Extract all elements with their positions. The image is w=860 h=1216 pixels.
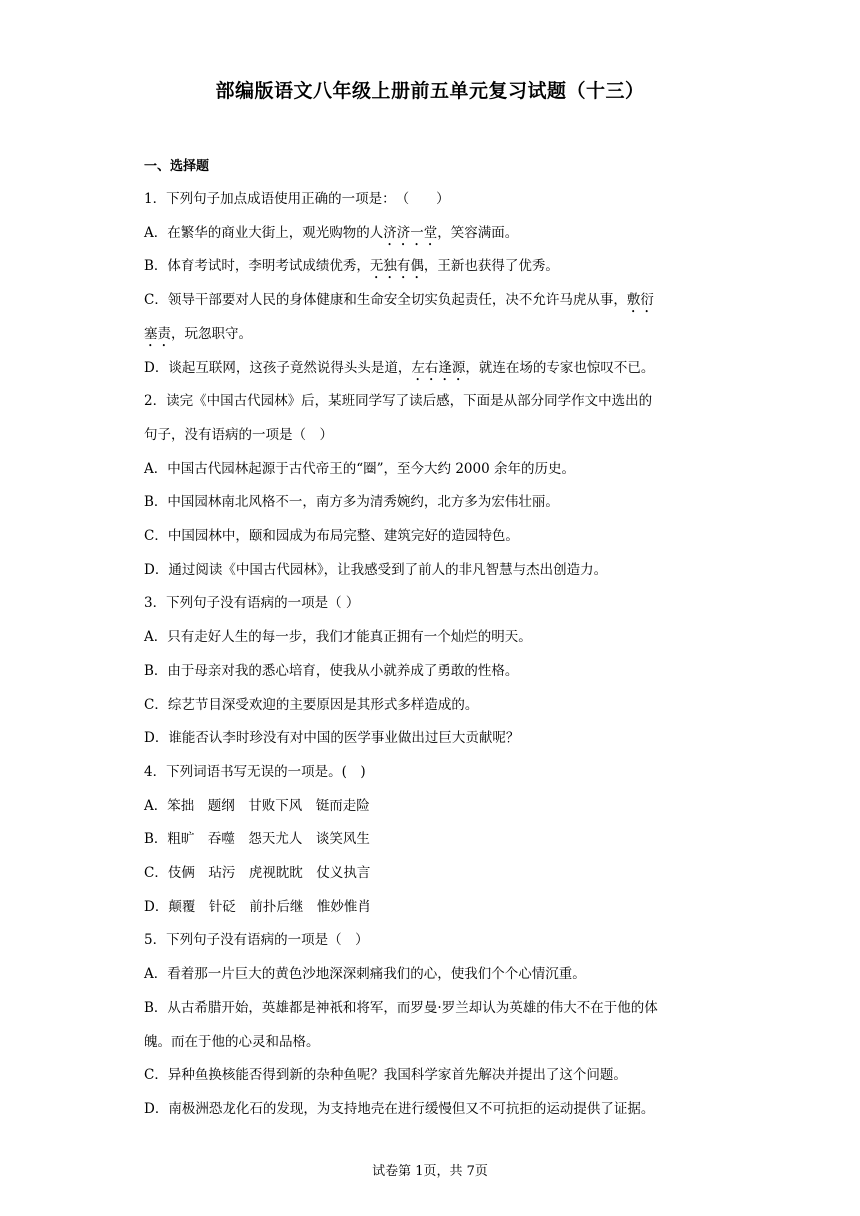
page-title: 部编版语文八年级上册前五单元复习试题（十三） [215, 80, 645, 102]
q2-option-a: A．中国古代园林起源于古代帝王的“圈”，至今大约 2000 余年的历史。 [144, 460, 575, 477]
q4-option-d: D．颠覆 针砭 前扑后继 惟妙惟肖 [144, 898, 371, 915]
dotted-idiom: 济济一堂 [383, 224, 438, 241]
q3-option-d: D．谁能否认李时珍没有对中国的医学事业做出过巨大贡献呢？ [144, 730, 520, 747]
dotted-idiom: 无独有偶 [369, 258, 424, 275]
q3-option-b: B．由于母亲对我的悉心培育，使我从小就养成了勇敢的性格。 [144, 662, 519, 679]
dotted-idiom: 左右逢源 [411, 359, 466, 376]
dotted-idiom: 塞责 [144, 325, 171, 342]
q2-option-b: B．中国园林南北风格不一，南方多为清秀婉约，北方多为宏伟壮丽。 [144, 494, 559, 511]
q1-option-c: C．领导干部要对人民的身体健康和生命安全切实负起责任，决不允许马虎从事，敷衍 [144, 292, 654, 309]
question-content [144, 156, 720, 1127]
q5-option-a: A．看着那一片巨大的黄色沙地深深刺痛我们的心，使我们个个心情沉重。 [144, 966, 586, 983]
q1-option-b: B．体育考试时，李明考试成绩优秀，无独有偶，王新也获得了优秀。 [144, 258, 559, 275]
q1-option-c-cont: 塞责，玩忽职守。 [144, 325, 252, 342]
q3-stem: 3．下列句子没有语病的一项是（ ） [144, 595, 360, 612]
q3-option-c: C．综艺节目深受欢迎的主要原因是其形式多样造成的。 [144, 696, 479, 713]
q5-stem: 5．下列句子没有语病的一项是（ ） [144, 932, 369, 949]
q5-option-d: D．南极洲恐龙化石的发现，为支持地壳在进行缓慢但又不可抗拒的运动提供了证据。 [144, 1100, 655, 1117]
q1-stem: 1．下列句子加点成语使用正确的一项是： （ ） [144, 191, 450, 207]
q1-option-a: A．在繁华的商业大街上，观光购物的人济济一堂，笑容满面。 [144, 224, 519, 241]
q3-option-a: A．只有走好人生的每一步，我们才能真正拥有一个灿烂的明天。 [144, 629, 532, 646]
dotted-idiom: 敷衍 [626, 292, 654, 309]
q2-option-d: D．通过阅读《中国古代园林》，让我感受到了前人的非凡智慧与杰出创造力。 [144, 561, 608, 578]
q1-option-d: D．谈起互联网，这孩子竟然说得头头是道，左右逢源，就连在场的专家也惊叹不已。 [144, 359, 655, 376]
q5-option-b-cont: 魄。而在于他的心灵和品格。 [144, 1033, 320, 1050]
q2-stem-cont: 句子，没有语病的一项是（ ） [144, 426, 333, 443]
q4-stem: 4．下列词语书写无误的一项是。( ) [144, 763, 366, 780]
q2-option-c: C．中国园林中，颐和园成为布局完整、建筑完好的造园特色。 [144, 528, 519, 545]
q5-option-b: B．从古希腊开始，英雄都是神祇和将军，而罗曼·罗兰却认为英雄的伟大不在于他的体 [144, 999, 658, 1016]
q2-stem: 2．读完《中国古代园林》后，某班同学写了读后感，下面是从部分同学作文中选出的 [144, 393, 653, 410]
q4-option-c: C．伎俩 玷污 虎视眈眈 仗义执言 [144, 865, 371, 882]
q5-option-c: C．异种鱼换核能否得到新的杂种鱼呢？我国科学家首先解决并提出了这个问题。 [144, 1067, 627, 1084]
q4-option-b: B．粗旷 吞噬 怨天尤人 谈笑风生 [144, 831, 370, 848]
section-title: 一、选择题 [144, 159, 210, 174]
page-footer: 试卷第 1页，共 7页 [372, 1164, 488, 1179]
q4-option-a: A．笨拙 题纲 甘败下风 铤而走险 [144, 797, 370, 814]
